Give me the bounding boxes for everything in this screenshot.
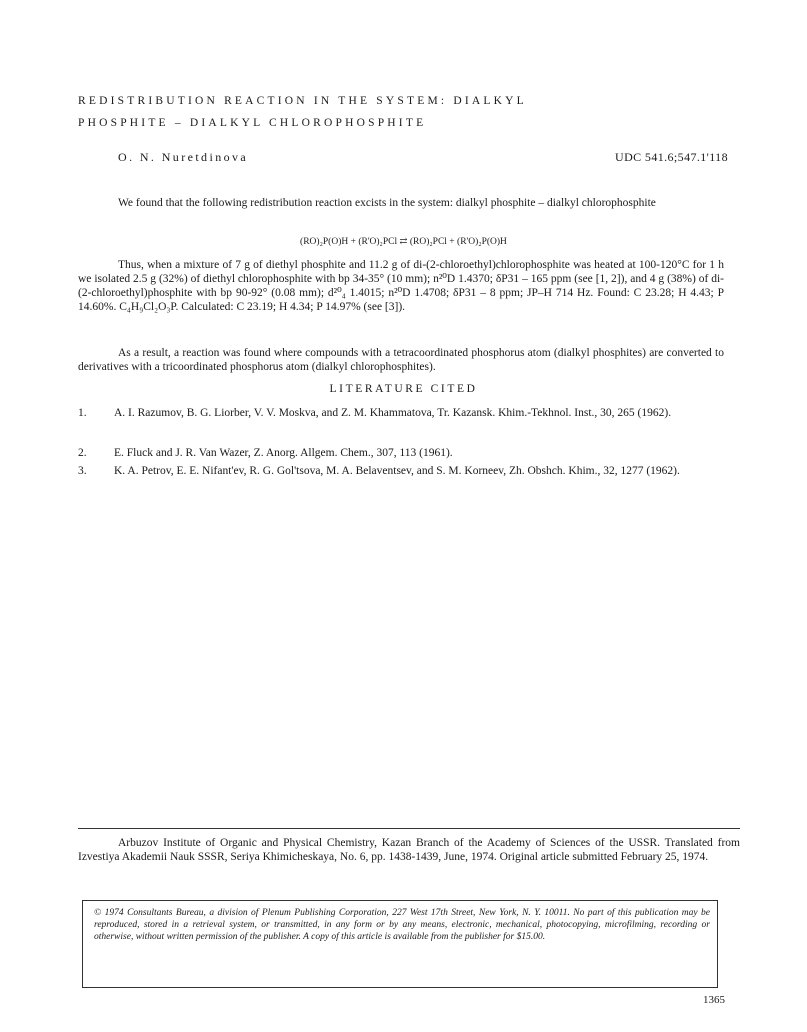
reference-text: K. A. Petrov, E. E. Nifant'ev, R. G. Gol'tsova, M. A. Belaventsev, and S. M. Korneev, Zh. Obshch. Khim., 32, 1277 (1962). xyxy=(114,465,680,477)
reference-text: E. Fluck and J. R. Van Wazer, Z. Anorg. Allgem. Chem., 307, 113 (1961). xyxy=(114,447,453,459)
reaction-equation: (RO)₂P(O)H + (R'O)₂PCl ⇄ (RO)₂PCl + (R'O)₂P(O)H xyxy=(300,237,507,247)
author: O. N. Nuretdinova xyxy=(118,150,249,164)
reference-item xyxy=(78,464,724,478)
intro-paragraph: We found that the following redistribution reaction excists in the system: dialkyl phosphite – dialkyl chlorophosphite xyxy=(118,197,656,209)
reference-number: 2. xyxy=(78,447,87,459)
copyright-notice: © 1974 Consultants Bureau, a division of Plenum Publishing Corporation, 227 West 17th Street, New York, N. Y. 10011. No part of this publication may be reproduced, stored in a retrieval system, or transmitted, in any form or by any means, electronic, mechanical, photocopying, microfilming, recording or otherwise, without written permission of the publisher. A copy of this article is available from the publisher for $15.00. xyxy=(94,908,710,942)
reference-item xyxy=(78,406,724,420)
page-number: 1365 xyxy=(703,994,725,1006)
article-title-line-2: PHOSPHITE – DIALKYL CHLOROPHOSPHITE xyxy=(78,117,427,129)
udc-code: UDC 541.6;547.1'118 xyxy=(615,150,728,164)
reference-number: 1. xyxy=(78,407,87,419)
reference-text: A. I. Razumov, B. G. Liorber, V. V. Moskva, and Z. M. Khammatova, Tr. Kazansk. Khim.-Tekhnol. Inst., 30, 265 (1962). xyxy=(114,407,672,419)
experimental-paragraph: Thus, when a mixture of 7 g of diethyl phosphite and 11.2 g of di-(2-chloroethyl)chlorophosphite was heated at 100-120°C for 1 h we isolated 2.5 g (32%) of diethyl chlorophosphite with bp 34-35° (10 mm); n²⁰D 1.4370; δP31 – 165 ppm (see [1, 2]), and 4 g (38%) of di-(2-chloroethyl)phosphite with bp 90-92° (0.08 mm); d²⁰₄ 1.4015; n²⁰D 1.4708; δP31 – 8 ppm; JP–H 714 Hz. Found: C 23.28; H 4.43; P 14.60%. C₄H₉Cl₂O₃P. Calculated: C 23.19; H 4.34; P 14.97% (see [3]). xyxy=(78,259,724,313)
references-heading: LITERATURE CITED xyxy=(329,383,478,395)
affiliation-footnote: Arbuzov Institute of Organic and Physical Chemistry, Kazan Branch of the Academy of Sciences of the USSR. Translated from Izvestiya Akademii Nauk SSSR, Seriya Khimicheskaya, No. 6, pp. 1438-1439, June, 1974. Original article submitted February 25, 1974. xyxy=(78,837,740,863)
reference-number: 3. xyxy=(78,465,87,477)
conclusion-paragraph: As a result, a reaction was found where compounds with a tetracoordinated phosphorus atom (dialkyl phosphites) are converted to derivatives with a tricoordinated phosphorus atom (dialkyl chlorophosphites). xyxy=(78,347,724,373)
article-title-line-1: REDISTRIBUTION REACTION IN THE SYSTEM: DIALKYL xyxy=(78,95,527,107)
footnote-divider xyxy=(78,828,740,829)
reference-item xyxy=(78,446,724,460)
